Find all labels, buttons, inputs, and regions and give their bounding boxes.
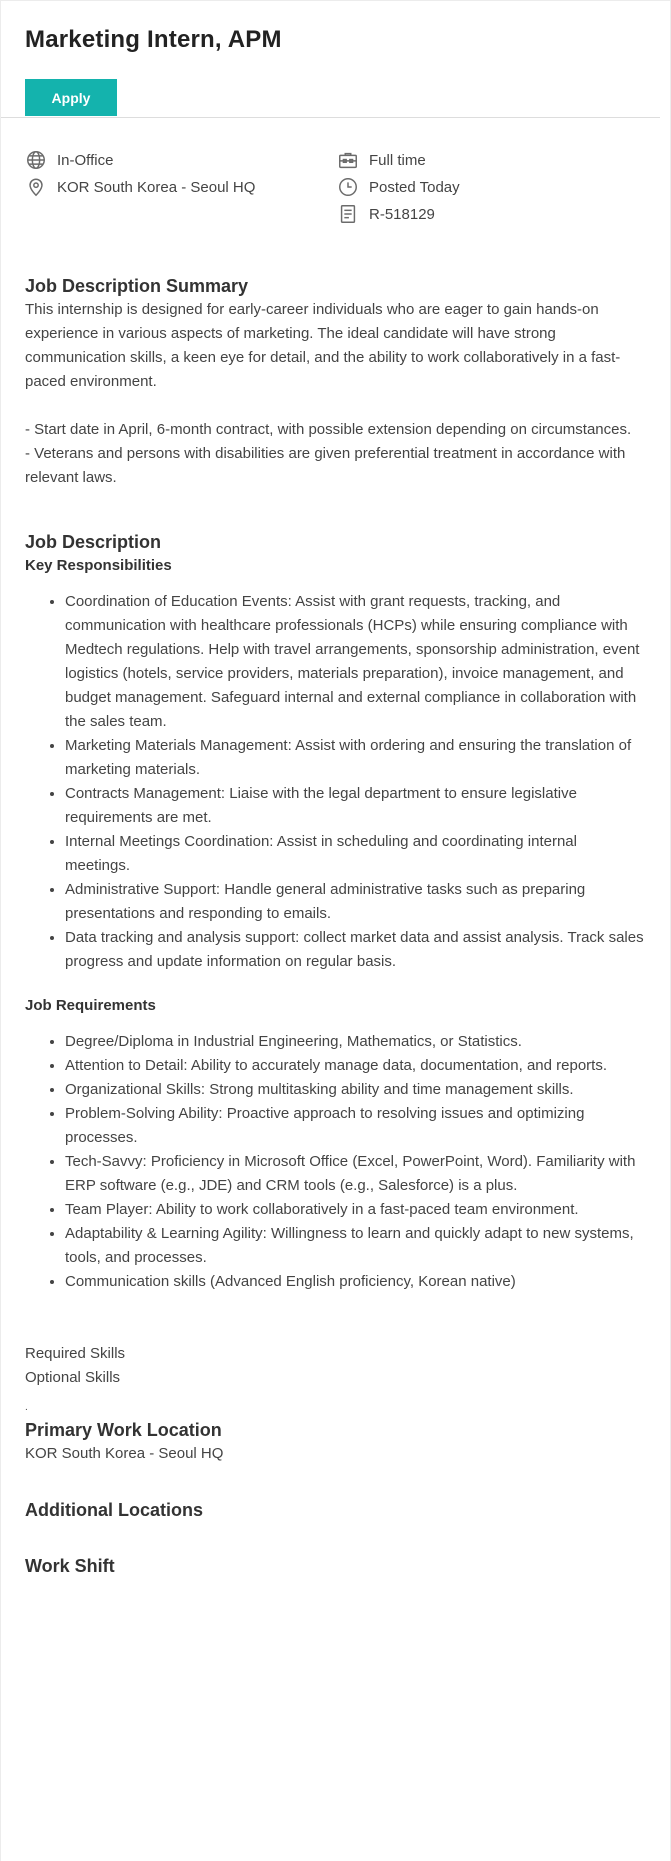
job-meta xyxy=(1,118,670,238)
job-title: Marketing Intern, APM xyxy=(25,26,282,53)
list-item: • Internal Meetings Coordination: Assist in scheduling and coordinating internal meetings. xyxy=(65,830,646,878)
summary-line-1: - Start date in April, 6-month contract, with possible extension depending on circumstances. xyxy=(25,421,632,438)
document-icon xyxy=(337,203,359,225)
primary-location-heading: Primary Work Location xyxy=(25,1420,222,1440)
globe-icon xyxy=(25,149,47,171)
list-item: • Administrative Support: Handle general administrative tasks such as preparing presentations and responding to emails. xyxy=(65,878,646,926)
meta-location xyxy=(25,175,255,199)
description-heading: Job Description xyxy=(25,532,162,552)
responsibilities-list xyxy=(25,590,646,974)
employment-type-text: Full time xyxy=(369,151,426,169)
description-section xyxy=(25,530,646,1294)
briefcase-icon xyxy=(337,149,359,171)
skills-section xyxy=(25,1342,646,1414)
list-item: • Communication skills (Advanced English proficiency, Korean native) xyxy=(65,1270,646,1294)
list-item: • Attention to Detail: Ability to accurately manage data, documentation, and reports. xyxy=(65,1054,646,1078)
summary-paragraph: This internship is designed for early-career individuals who are eager to gain hands-on experience in various aspects of marketing. The ideal candidate will have strong communication skills, a keen eye for detail, and the ability to work collaboratively in a fast-paced environment. xyxy=(25,301,621,390)
meta-posted xyxy=(337,175,460,199)
primary-location-value: KOR South Korea - Seoul HQ xyxy=(25,1445,224,1462)
list-item: • Marketing Materials Management: Assist with ordering and ensuring the translation of marketing materials. xyxy=(65,734,646,782)
location-text: KOR South Korea - Seoul HQ xyxy=(57,178,256,196)
map-pin-icon xyxy=(25,176,47,198)
skills-dot: . xyxy=(25,1402,28,1413)
requirements-heading: Job Requirements xyxy=(25,997,156,1014)
work-mode-text: In-Office xyxy=(57,151,114,169)
job-content xyxy=(1,274,670,1578)
clock-icon xyxy=(337,176,359,198)
summary-section xyxy=(25,274,646,490)
list-item: • Team Player: Ability to work collaboratively in a fast-paced team environment. xyxy=(65,1198,646,1222)
summary-line-2: - Veterans and persons with disabilities are given preferential treatment in accordance with relevant laws. xyxy=(25,445,626,486)
requirements-list xyxy=(25,1030,646,1294)
list-item: • Degree/Diploma in Industrial Engineering, Mathematics, or Statistics. xyxy=(65,1030,646,1054)
list-item: • Data tracking and analysis support: collect market data and assist analysis. Track sales progress and update information on regular basis. xyxy=(65,926,646,974)
work-shift-section xyxy=(25,1554,646,1578)
meta-requisition xyxy=(337,202,435,226)
list-item: • Problem-Solving Ability: Proactive approach to resolving issues and optimizing processes. xyxy=(65,1102,646,1150)
list-item: • Adaptability & Learning Agility: Willingness to learn and quickly adapt to new systems, tools, and processes. xyxy=(65,1222,646,1270)
job-header xyxy=(1,1,670,117)
summary-spacer xyxy=(25,394,646,418)
summary-heading: Job Description Summary xyxy=(25,276,249,296)
apply-button[interactable]: Apply xyxy=(25,79,117,116)
list-item: • Coordination of Education Events: Assist with grant requests, tracking, and communication with healthcare professionals (HCPs) while ensuring compliance with Medtech regulations. Help with travel arrangements, sponsorship administration, event logistics (hotels, service providers, materials preparation), invoice management, and budget management. Safeguard internal and external compliance in collaboration with the sales team. xyxy=(65,590,646,734)
meta-employment-type xyxy=(337,148,426,172)
list-item: • Tech-Savvy: Proficiency in Microsoft Office (Excel, PowerPoint, Word). Familiarity with ERP software (e.g., JDE) and CRM tools (e.g., Salesforce) is a plus. xyxy=(65,1150,646,1198)
posted-text: Posted Today xyxy=(369,178,460,196)
list-item: • Organizational Skills: Strong multitasking ability and time management skills. xyxy=(65,1078,646,1102)
additional-locations-section xyxy=(25,1498,646,1522)
meta-work-mode xyxy=(25,148,113,172)
optional-skills-label: Optional Skills xyxy=(25,1369,121,1386)
additional-locations-heading: Additional Locations xyxy=(25,1500,203,1520)
list-item: • Contracts Management: Liaise with the legal department to ensure legislative requirements are met. xyxy=(65,782,646,830)
responsibilities-heading: Key Responsibilities xyxy=(25,557,172,574)
work-shift-heading: Work Shift xyxy=(25,1556,115,1576)
requisition-id-text: R-518129 xyxy=(369,205,435,223)
primary-location-section xyxy=(25,1418,646,1466)
required-skills-label: Required Skills xyxy=(25,1345,126,1362)
